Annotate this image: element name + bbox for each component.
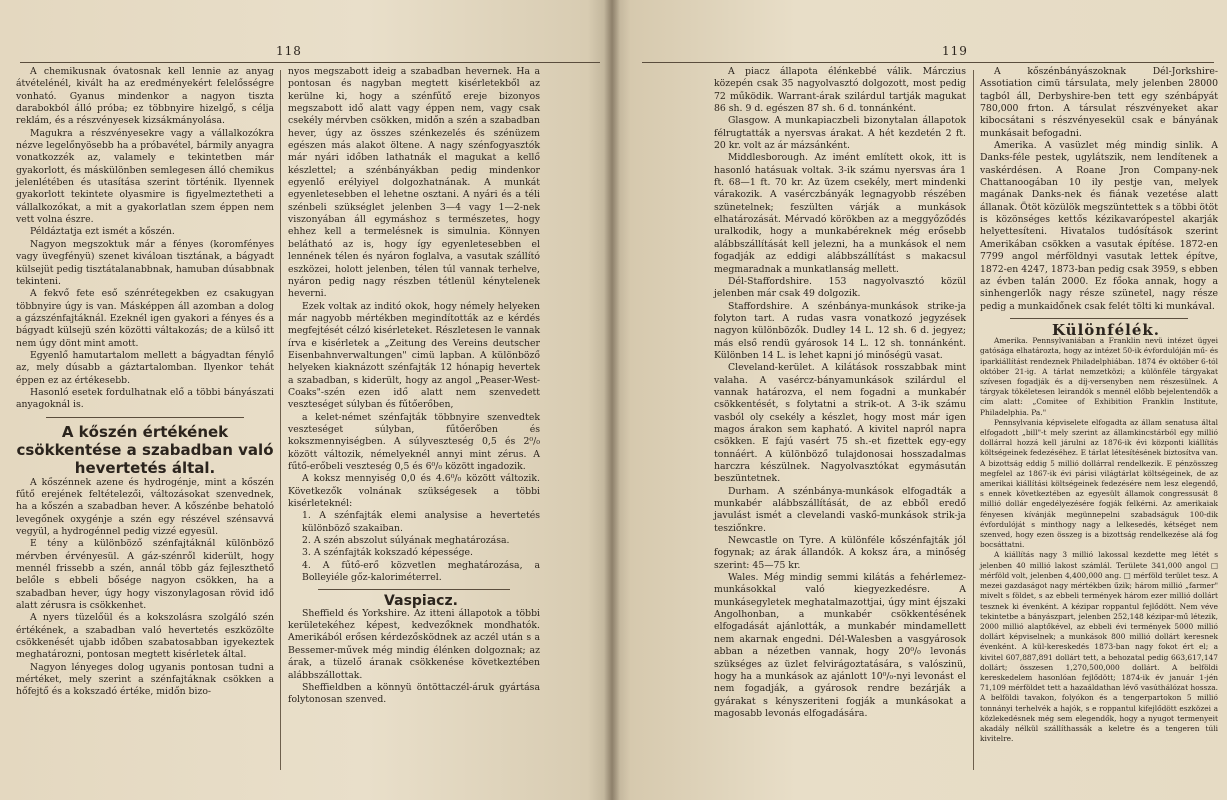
paragraph: Staffordshire. A szénbánya-munkások strike-ja folyton tart. A rudas vasra vonatkozó jegyzések nagyon különbözők. Dudley 14 L. 12 sh. 6 d. jegyez; más első rendü gyárosok 14 L. 12 sh. tonnánként. Különben 14 L. is lehet kapni jó minőségü vasat. (714, 300, 966, 361)
book-gutter (604, 0, 620, 800)
paragraph: Pennsylvania képviselete elfogadta az állam senatusa által elfogadott „bill"-t mely szerint az államkincstárból egy millió dollárral hozzá kell járulni az 1876-ik évi központi kiállítás költségeinek fedezéséhez. E tárlat létesítésének biztosítva van. A bizottság eddig 5 millió dollárral rendelkezik. E pénzösszeg megfelel az 1867-ik évi párisi világtárlat költségeinek, de az amerikai kiállítási költségeinek fedezésére nem lesz elegendő, s ennek következtében az egyesült államok congressusát 8 millió dollár engedélyezésére fogják felkérni. Az amerikaiak fényesen kívánják megünnepelni szabadságuk 100-dik évfordulóját s minthogy nagy a lelkesedés, kétséget nem szenved, hogy ezen összeg is a bizottság rendelkezése alá fog bocsáttatni. (980, 417, 1218, 550)
page-number-left: 118 (276, 44, 302, 58)
list-item: 3. A szénfajták kokszadó képessége. (302, 547, 474, 559)
section-heading: Vaspiacz. (384, 593, 458, 610)
paragraph: Amerika. A vasüzlet még mindig sinlik. A Danks-féle pestek, ugylátszik, nem lendítenek a vaskérdésen. A Roane Jron Company-nek Chattanoogában 10 ily pestje van, melyek magának Danks-nek és fiának vezetése alatt állanak. Ötöt közülök megszüntettek s a többi ötöt is közönséges kettős kézikavarópestel akarják helyettesíteni. Hivatalos tudósítások szerint Amerikában csökken a vasutak építése. 1872-en 7799 angol mérföldnyi vasutak lettek építve, 1872-en 4247, 1873-ban pedig csak 3959, s ebben az évben talán 2000. Ez főoka annak, hogy a sinhengerlők nagy része szünetel, nagy része pedig a munkaidőnek csak felét tölti ki munkával. (980, 140, 1218, 312)
paragraph: Egyenlő hamutartalom mellett a bágyadtan fénylő az, mely dúsabb a gáztartalomban. Ilyenkor tehát éppen ez az értékesebb. (16, 349, 274, 386)
paragraph: a kelet-német szénfajták többnyire szenvedtek veszteséget súlyban, fűtőerőben és kokszmennyiségben. A súlyveszteség 0,5 és 2⁰/₀ között változik, némelyeknél annyi mint zérus. A fűtő-erőbeli veszteség 0,5 és 6⁰/₀ között ingadozik. (288, 411, 540, 472)
section-divider (1010, 318, 1188, 319)
header-rule-left (20, 62, 600, 63)
paragraph: Sheffieldben a könnyü öntöttaczél-áruk gyártása folytonosan szenved. (288, 681, 540, 706)
paragraph: Nagyon megszoktuk már a fényes (koromfényes vagy üvegfényü) szenet kiváloan tisztának, a bágyadt külsejüt pedig tisztátalanabbnak, hamuban dúsabbnak tekinteni. (16, 238, 274, 287)
paragraph: Glasgow. A munkapiaczbeli bizonytalan állapotok félrugtatták a nyersvas árakat. A hét kezdetén 2 ft. 20 kr. volt az ár mázsánként. (714, 115, 966, 152)
right-column-2 (980, 66, 1218, 744)
column-divider (280, 70, 281, 770)
list-item: 2. A szén abszolut súlyának meghatározása. (302, 535, 510, 547)
paragraph: A kőszénbányászoknak Dél-Jorkshire-Assotiation cimü társulata, mely jelenben 28000 tagból áll, Derbyshire-ben tett egy szénbápyát 780,000 frton. A társulat részvényeket akar kibocsátani s részvényesekül csak e bányának munkásait befogadni. (980, 66, 1218, 139)
paragraph: Durham. A szénbánya-munkások elfogadták a munkabér alábbszállítását, de az ebből eredő javulást ismét a clevelandi vaskő-munkások strik-ja tesziőnkre. (714, 485, 966, 534)
section-heading: A kőszén értékének csökkentése a szabadban való hevertetés által. (16, 422, 274, 477)
paragraph: A piacz állapota élénkebbé válik. Márczius közepén csak 35 nagyolvasztó dolgozott, most pedig 72 működik. Warrant-árak szilárdul tartják magukat 86 sh. 9 d. egészen 87 sh. 6 d. tonnánként. (714, 66, 966, 115)
right-column-1 (714, 66, 966, 720)
paragraph: A fekvő fete eső szénrétegekben ez csakugyan többnyire úgy is van. Másképpen áll azomban a dolog a gázszénfajtáknál. Ezeknél igen gyakori a fényes és a bágyadt külsejü szén közötti váltakozás; de a külső itt nem úgy dönt mint amott. (16, 288, 274, 349)
paragraph: A nyers tüzelőül és a kokszolásra szolgáló szén értékének, a szabadban való hevertetés eszközölte csökkenését ujabb időben szabatosabban igyekeztek meghatározni, pontosan megtett kisérletek által. (16, 612, 274, 661)
section-divider (318, 589, 510, 590)
paragraph: Ezek voltak az inditó okok, hogy némely helyeken már nagyobb mértékben megindították az e kérdés megfejtését célzó kisérleteket. Részletesen le vannak írva e kisérletek a „Zeitung des Vereins deutscher Eisenbahnverwaltungen" cimü lapban. A különböző helyeken kiaknázott szénfajták 12 hónapig hevertek a szabadban, s kiderült, hogy az angol „Peaser-West-Coaks"-szén ezen idő alatt nem szenvedett veszteséget súlyban és fűtőerőben, (288, 300, 540, 411)
paragraph: Sheffield és Yorkshire. Az itteni állapotok a többi kerületekéhez képest, kedvezőknek mondhatók. Amerikából erősen kérdezősködnek az aczél után s a Bessemer-művek még mindig élénken dolgoznak; az árak, a tüzelő áranak csökkenése következtében alábbszállottak. (288, 607, 540, 681)
header-rule-right (642, 62, 1214, 63)
left-column-1 (16, 66, 274, 699)
page-number-right: 119 (942, 44, 968, 58)
paragraph: A kőszénnek azene és hydrogénje, mint a kőszén fűtő erejének feltételezői, változásokat szenvednek, ha a kőszén a szabadban hever. A kőszénbe behatoló levegőnek oxygénje a szén egy részével szénsavvá vegyül, a hydrogénnel pedig vizzé egyesül. (16, 476, 274, 537)
left-column-2 (288, 66, 540, 707)
section-heading: Különfélék. (1051, 320, 1161, 339)
list-item: 1. A szénfajták elemi analysise a hevertetés különböző szakaiban. (302, 510, 540, 534)
paragraph: Cleveland-kerület. A kilátások rosszabbak mint valaha. A vasércz-bányamunkások szilárdul el vannak határozva, el nem fogadni a munkabér csökkentését, s folytatni a strik-ot. A 3-ik számu vasból oly csekély a készlet, hogy most már igen magos árakon sem kapható. A kivitel napról napra csökken. E fajú vasért 75 sh.-et fizettek egy-egy tonnáért. A különböző tulajdonosai hosszadalmas harczra készülnek. Nagyolvasztókat egymásután beszüntetnek. (714, 362, 966, 485)
paragraph: A chemikusnak óvatosnak kell lennie az anyag átvételénél, kivált ha az eredményekért felelősségre vonható. Gyanus mindenkor a nagyon tiszta darabokból álló próba; ez többnyire hizelgő, s célja reklám, és a részvényesek kizsákmányolása. (16, 66, 274, 127)
list-item: 4. A fűtő-erő közvetlen meghatározása, a Bolleyiéle gőz-kaloriméterrel. (302, 559, 540, 584)
small-print-section (980, 336, 1218, 744)
paragraph: E tény a különböző szénfajtáknál különböző mérvben érvényesül. A gáz-szénről kiderült, hogy mennél frissebb a szén, annál több gáz fejleszthető belőle s ebbeli bősége nagyon csökken, ha a szabadban hever, úgy hogy viszonylagosan rövid idő alatt zérusra is csökkenhet. (16, 538, 274, 612)
left-page (0, 0, 612, 800)
paragraph: Példáztatja ezt ismét a kőszén. (30, 226, 175, 238)
experiment-list (288, 510, 540, 584)
paragraph: Dél-Staffordshire. 153 nagyolvasztó közül jelenben már csak 49 dolgozik. (714, 275, 966, 300)
paragraph: Nagyon lényeges dolog ugyanis pontosan tudni a mértéket, mely szerint a szénfajtáknak csökken a hőfejtő és a kokszadó értéke, midőn bizo- (16, 661, 274, 698)
paragraph: Amerika. Pennsylvaniában a Franklin nevü intézet ügyei gatósága elhatározta, hogy az intézet 50-ik évfordulóján mű- és iparkiállítást rendeznek Philadelphiában. 1874 év október 6-tól október 21-ig. A tárlat nemzetközi; a különféle tárgyakat szívesen fogadják és a díj-versenyben nem részesülnek. A tárgyak tökéletesen leirandók s mennél előbb bejelentendők a cím alatt: „Comitee of Exhibition Franklin Institute, Philadelphia. Pa." (980, 336, 1218, 417)
right-page (612, 0, 1227, 800)
paragraph: Wales. Még mindig semmi kilátás a fehérlemez-munkásokkal való kiegyezkedésre. A munkásegyletek meghatalmazottjai, úgy mint éjszaki Angolhonban, a munkabér csökkentésének elfogadását ajánlották, a munkabér mindamellett nem akarnak engedni. Dél-Walesben a vasgyárosok abban a nézetben vannak, hogy 20⁰/₀ levonás szükséges az üzlet felvirágoztatására, s valószinü, hogy ha a munkások az ajánlott 10⁰/₀-nyi levonást el nem fogadják, a gyárosok rendre bezárják a gyárakat s kényszeriteni fogják a munkásokat a magosabb levonás elfogadására. (714, 572, 966, 719)
paragraph: Magukra a részvényesekre vagy a vállalkozókra nézve legelőnyösebb ha a próbavétel, bármily anyagra vonatkozzék az, valamely e tekintetben már gyakorlott, és máskülönben semlegesen álló chemikus jelenlétében és utasítása szerint történik. Ilyennek gyakorlott tekintete olyasmire is figyelmeztetheti a vállalkozókat, a mit a gyakorlatlan szem éppen nem vett volna észre. (16, 127, 274, 226)
paragraph: A koksz mennyiség 0,0 és 4.6⁰/₀ között változik. Következők volnának szükségesek a többi kisérleteknél: (288, 473, 540, 510)
section-divider (46, 417, 244, 418)
paragraph: Hasonló esetek fordulhatnak elő a többi bányászati anyagoknál is. (16, 386, 274, 411)
paragraph: nyos megszabott ideig a szabadban hevernek. Ha a pontosan és nagyban megtett kisérletekből az kerülne ki, hogy a szénfűtő ereje bizonyos megszabott idő alatt vagy éppen nem, vagy csak csekély mérvben csökken, midőn a szén a szabadban hever, úgy az összes szénkezelés és szénüzem egészen más alakot öltene. A nagy szénfogyasztók már nyári időben lathatnák el magukat a kellő készlettel; a szénbányákban pedig mindenkor egyenlő erélyiyel dolgozhatnának. A munkát egyenletesebben el lehetne osztani. A nyári és a téli szénbeli szükséglet jelenben 3—4 vagy 1—2-nek viszonyában áll egymáshoz s természetes, hogy ehhez kell a termelésnek is simulnia. Könnyen belátható az is, hogy így egyenletesebben el lennének télen és nyáron foglalva, a vasutak szállító eszközei, holott jelenben, télen túl vannak terhelve, nyáron pedig nagy részben tétlenül kénytelenek heverni. (288, 66, 540, 300)
paragraph: Newcastle on Tyre. A különféle kőszénfajták jól fogynak; az árak állandók. A koksz ára, a minőség szerint: 45—75 kr. (714, 535, 966, 571)
paragraph: A kiállítás nagy 3 millió lakossal kezdette meg létét s jelenben 40 millió lakost számlál. Területe 341,000 angol □ mérföld volt, jelenben 4,400,000 ang. □ mérföld terület tesz. A mezei gazdaságot nagy mértékben űzik; három millió „farmer" mivelt s földet, s az ebbeli termények három ezer millió dollárt tesznek ki évenként. A kézipar roppantul fejlődött. Nem véve tekintetbe a bányászpart, jelenben 252,148 kézipar-mű létezik, 2000 millió alaptőkével, az ebbeli évi termények 5000 millió dollárt képviselnek; a munkások 800 millió dollárt keresnek évenként. A kül-kereskedés 1873-ban nagy fokot ért el; a kivitel 607,887,891 dollárt tett, a behozatal pedig 663,617,147 dollárt; összesen 1,270,500,000 dollárt. A belföldi kereskedelem hasonlóan fejlődött; 1874-ik év január 1-jén 71,109 mérföldet tett a hazaáldathan lévő vasúthálózat hossza. A belföldi tavakon, folyókon és a tengerpartokon 5 millió tonnányi terhelvék a hajók, s e roppantul kifejlődött eszközei a közlekedésnek még sem elegendők, hogy a nyugot termenyeit akadály nélkül szállíthassák a keletre és a tengeren túli kivitelre. (980, 550, 1218, 744)
paragraph: Middlesborough. Az imént említett okok, itt is hasonló hatásuak voltak. 3-ik számu nyersvas ára 1 ft. 68—1 ft. 70 kr. Az üzem csekély, mert mindenki várakozik. A vasérczbányák legnagyobb részében szünetelnek; feszülten várják a munkások elhatározását. Mérvadó körökben az a meggyőződés uralkodik, hogy a munkabéreknek még erősebb alábbszállítását kell jelezni, ha a munkások el nem fogadják az eddigi alábbszállítást s makacsul megmaradnak a munkatlanság mellett. (714, 152, 966, 275)
column-divider (973, 70, 974, 770)
